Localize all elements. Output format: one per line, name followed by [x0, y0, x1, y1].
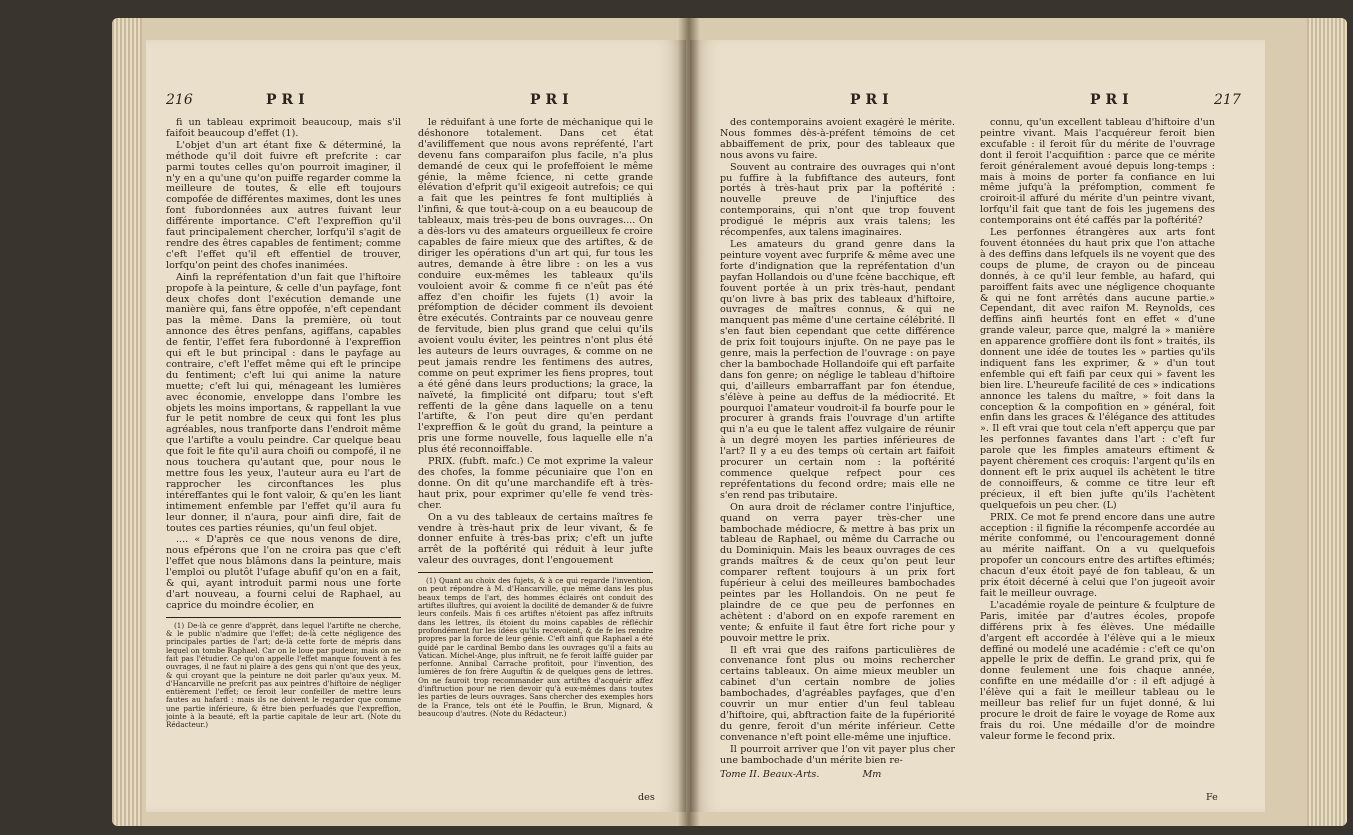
- footnote: [166, 622, 401, 730]
- paragraph: L'académie royale de peinture & fculpture de Paris, imitée par d'autres écoles, propofe différens prix à fes élèves. Une médaille d'argent eft accordée à l'élève qui a le mieux deffiné ou modelé une académie : c'eft ce qu'on appelle le prix de deffin. Le grand prix, qui fe donne feulement une fois chaque année, confifte en une médaille d'or : il eft adjugé à l'élève qui a fait le meilleur tableau ou le meilleur bas relief fur un fujet donné, & lui procure le droit de faire le voyage de Rome aux frais du roi. Une médaille d'or de moindre valeur forme le fecond prix.: [980, 599, 1215, 742]
- paragraph: le réduifant à une forte de méchanique qui le déshonore totalement. Dans cet état d'aviliffement que nous avons repréfenté, l'art devenu fans comparaifon plus facile, n'a plus demandé de ceux qui le profeffoient le même génie, la même fcience, ni cette grande élévation d'efprit qu'il exigeoit autrefois; ce qui a fait que les peintres fe font multipliés à l'infini, & que tout-à-coup on a eu beaucoup de tableaux, mais très-peu de bons ouvrages.... On a dès-lors vu des amateurs orgueilleux fe croire capables de faire mieux que des artiftes, & de diriger les opérations d'un art qui, fur tous les autres, demande à être libre : on les a vus conduire eux-mêmes les tableaux qu'ils vouloient avoir & comme fi ce n'eût pas été affez d'en choifir les fujets (1) avoir la préfomption de décider comment ils devoient être exécutés. Contraints par ce nouveau genre de fervitude, bien plus grand que celui qu'ils avoient voulu éviter, les peintres n'ont plus été les auteurs de leurs ouvrages, & comme on ne peut jamais rendre les fentimens des autres, comme on peut exprimer les fiens propres, tout a été gêné dans leurs productions; la grace, la naïveté, la fimplicité ont difparu; tout s'eft reffenti de la gêne dans laquelle on a tenu l'artifte, & l'on peut dire qu'en perdant l'expreffion & le goût du grand, la peinture a pris une forme nouvelle, fous laquelle elle n'a plus été reconnoiffable.: [418, 118, 653, 456]
- paragraph: PRIX. (fubft. mafc.) Ce mot exprime la valeur des chofes, la fomme pécuniaire que l'on en donne. On dit qu'une marchandife eft à très-haut prix, pour exprimer qu'elle fe vend très-cher.: [418, 456, 653, 511]
- text-column: [166, 118, 401, 808]
- paragraph: des contemporains avoient exagéré le mérite. Nous fommes dès-à-préfent témoins de cet abbaiffement de prix, pour des tableaux que nous avons vu faire.: [720, 118, 955, 161]
- footnote-text: (1) Quant au choix des fujets, & à ce qui regarde l'invention, on peut répondre à M. d'Hancarville, que même dans les plus beaux temps de l'art, des hommes éclairés ont conduit des artiftes illuftres, qui avoient la docilité de demander & de fuivre leurs confeils. Mais fi ces artiftes n'étoient pas affez inftruits dans les lettres, ils étoient du moins capables de réfléchir profondément fur les idées qu'ils recevoient, & de fe les rendre propres par la force de leur génie. C'eft ainfi que Raphael a été guidé par le cardinal Bembo dans les ouvrages qu'il a faits au Vatican. Michel-Ange, plus inftruit, ne fe feroit laiffé guider par perfonne. Annibal Carrache profitoit, pour l'invention, des lumières de fon frère Auguftin & de quelques gens de lettres. On ne fauroit trop recommander aux artiftes d'acquérir affez d'inftruction pour ne rien devoir qu'à eux-mêmes dans toutes les parties de leurs ouvrages. Sans chercher des exemples hors de la France, tels ont été le Pouffin, le Brun, Mignard, & beaucoup d'autres. (Note du Rédacteur.): [418, 576, 653, 718]
- page-number: 217: [1214, 92, 1241, 108]
- paragraph: Ainfi la repréfentation d'un fait que l'hiftoire propofe à la peinture, & celle d'un payfage, font deux chofes dont l'exécution demande une manière qui, fans être oppofée, n'eft cependant pas la même. Dans la première, où tout annonce des êtres penfans, agiffans, capables de fentir, l'effet fera fubordonné à l'expreffion qui eft le but principal : dans le payfage au contraire, c'eft l'effet même qui eft le principe du fentiment; c'eft lui qui anime la nature muette; c'eft lui qui, ménageant les lumières avec économie, enveloppe dans l'ombre les objets les moins importans, & rappellant la vue fur le petit nombre de ceux qui font les plus agréables, nous tranfporte dans l'endroit même que l'artifte a voulu peindre. Car quelque beau que foit le fite qu'il aura choifi ou compofé, il ne nous touchera qu'autant que, pour nous le mettre fous les yeux, l'auteur aura eu l'art de rapprocher les circonftances les plus intéreffantes qui le font valoir, & qu'en les liant intimement enfemble par l'effet qu'il aura fu leur donner, il n'aura, pour ainfi dire, fait de toutes ces parties réunies, qu'un feul objet.: [166, 271, 401, 534]
- signature-mark: Mm: [862, 769, 882, 781]
- paragraph: Il eft vrai que des raifons particulières de convenance font plus ou moins rechercher certains tableaux. On aime mieux meubler un cabinet d'un certain nombre de jolies bambochades, d'agréables payfages, que d'en couvrir un mur entier d'un feul tableau d'hiftoire, qui, abftraction faite de la fupériorité du genre, feroit d'un mérite inférieur. Cette convenance n'eft point elle-même une injuftice.: [720, 644, 955, 743]
- paragraph: Souvent au contraire des ouvrages qui n'ont pu fuffire à la fubfiftance des auteurs, font portés à très-haut prix par la poftérité : nouvelle preuve de l'injuftice des contemporains, qui n'ont que trop fouvent prodigué le mépris aux vrais talens; les récompenfes, aux talens imaginaires.: [720, 161, 955, 239]
- running-head: PRI: [850, 92, 894, 108]
- paragraph: .... « D'après ce que nous venons de dire, nous efpérons que l'on ne croira pas que c'eft l'effet que nous blâmons dans la peinture, mais l'emploi ou plutôt l'ufage abufif qu'on en a fait, & qui, ayant introduit parmi nous une forte d'art nouveau, a fourni celui de Raphael, au caprice du moindre écolier, en: [166, 534, 401, 611]
- book-gutter: [678, 18, 700, 826]
- left-page: [146, 40, 686, 812]
- text-column: [980, 118, 1215, 808]
- catchword: des: [638, 792, 655, 803]
- paragraph: fi un tableau exprimoit beaucoup, mais s'il faifoit beaucoup d'effet (1).: [166, 118, 401, 139]
- text-column: [418, 118, 653, 808]
- footnote-rule: [166, 617, 401, 618]
- page-edges-left: [112, 18, 142, 826]
- catchword: Fe: [1206, 792, 1218, 803]
- paragraph: connu, qu'un excellent tableau d'hiftoire d'un peintre vivant. Mais l'acquéreur feroit bien excufable : il feroit fûr du mérite de l'ouvrage dont il feroit l'acquifition : parce que ce mérite feroit généralement avoué depuis long-temps : mais à moins de porter fa confiance en lui même jufqu'à la préfomption, comment fe croiroit-il affuré du mérite d'un peintre vivant, lorfqu'il fait que tant de fois les jugemens des contemporains ont été caffés par la poftérité?: [980, 118, 1215, 227]
- paragraph: Les amateurs du grand genre dans la peinture voyent avec furprife & même avec une forte d'indignation que la repréfentation d'un payfan Hollandois ou d'une fcène bacchique, eft fouvent portée à un prix très-haut, pendant qu'on livre à bas prix des tableaux d'hiftoire, ouvrages de maîtres connus, & qui ne manquent pas même d'une certaine célébrité. Il s'en faut bien cependant que cette différence de prix foit toujours injufte. On ne paye pas le genre, mais la perfection de l'ouvrage : on paye cher la bambochade Hollandoife qui eft parfaite dans fon genre; on néglige le tableau d'hiftoire qui, d'ailleurs embarraffant par fon étendue, s'élève à peine au deffus de la médiocrité. Et pourquoi l'amateur voudroit-il fa bourfe pour le procurer à grands frais l'ouvrage d'un artifte qui n'a eu que le talent affez vulgaire de réunir à un degré moyen les parties inférieures de l'art? Il y a eu des temps où certain art faifoit procurer un certain nom : la poftérité commence quelque refpect pour ces repréfentations du fecond ordre; mais elle ne s'en rend pas tributaire.: [720, 238, 955, 501]
- paragraph: On a vu des tableaux de certains maîtres fe vendre à très-haut prix de leur vivant, & fe donner enfuite à très-bas prix; c'eft un jufte arrêt de la poftérité qui réduit à leur jufte valeur des ouvrages, dont l'engouement: [418, 511, 653, 567]
- open-book: [112, 18, 1347, 826]
- running-head: PRI: [530, 92, 574, 108]
- right-page: [690, 40, 1265, 812]
- footnote-text: (1) De-là ce genre d'apprêt, dans lequel l'artifte ne cherche, & le public n'admire que l'effet; de-là cette négligence des principales parties de l'art; de-là cette forte de mépris dans lequel on tombe Raphael. Car on le loue par pudeur, mais on ne fait pas l'étudier. Ce qu'on appelle l'effet manque fouvent à fes ouvrages, il ne faut ni plaire à des gens qui n'ont que des yeux, & qui croyant que la peinture ne doit parler qu'aux yeux. M. d'Hancarville ne prefcrit pas aux peintres d'hiftoire de négliger entièrement l'effet; ce feroit leur confeiller de mettre leurs fautes au hafard : mais ils ne doivent le regarder que comme une partie inférieure, & être bien perfuadés que l'expreffion, jointe à la beauté, eft la partie capitale de leur art. (Note du Rédacteur.): [166, 620, 401, 730]
- paragraph: L'objet d'un art étant fixe & déterminé, la méthode qu'il doit fuivre eft prefcrite : car parmi toutes celles qu'on pourroit imaginer, il n'y en a qu'une qu'on puiffe regarder comme la meilleure de toutes, & elle eft toujours compofée de différentes maximes, dont les unes font fubordonnées aux autres fuivant leur différente importance. C'eft l'expreffion qu'il faut principalement chercher, lorfqu'il s'agit de rendre des êtres capables de fentiment; comme c'eft l'effet qu'il eft effentiel de trouver, lorfqu'on peint des chofes inanimées.: [166, 139, 401, 271]
- page-number: 216: [166, 92, 193, 108]
- paragraph: Les perfonnes étrangères aux arts font fouvent étonnées du haut prix que l'on attache à des deffins dans lefquels ils ne voyent que des coups de plume, de crayon ou de pinceau donnés, à ce qu'il leur femble, au hafard, qui paroiffent faits avec une négligence choquante & qui ne font arrêtés dans aucune partie.» Cependant, dit avec raifon M. Reynolds, ces deffins ainfi heurtés font en effet « d'une grande valeur, parce que, malgré la » manière en apparence groffière dont ils font » traités, ils donnent une idée de toutes les » parties qu'ils indiquent fans les exprimer, & » d'un tout enfemble qui eft faifi par ceux qui » favent les bien lire. L'heureufe facilité de ces » indications annonce les talens du maître, » foit dans la conception & la compofition en » général, foit enfin dans les graces & l'élégance des attitudes ». Il eft vrai que tout cela n'eft apperçu que par les perfonnes favantes dans l'art : c'eft fur parole que les fimples amateurs eftiment & payent chèrement ces croquis: l'argent qu'ils en donnent eft le prix auquel ils achètent le titre de connoiffeurs, & comme ce titre leur eft précieux, il eft bien jufte qu'ils l'achètent quelquefois un peu cher. (L): [980, 227, 1215, 511]
- volume-footer: [720, 770, 955, 781]
- running-head: PRI: [266, 92, 310, 108]
- volume-title: Tome II. Beaux-Arts.: [720, 769, 820, 781]
- running-head: PRI: [1090, 92, 1134, 108]
- footnote-rule: [418, 572, 653, 573]
- paragraph: Il pourroit arriver que l'on vit payer plus cher une bambochade d'un mérite bien re-: [720, 743, 955, 766]
- footnote: [418, 577, 653, 718]
- text-column: [720, 118, 955, 808]
- paragraph: PRIX. Ce mot fe prend encore dans une autre acception : il fignifie la récompenfe accordée au mérite confommé, ou l'encouragement donné au mérite naiffant. On a vu quelquefois propofer un concours entre des artiftes eftimés; chacun d'eux étoit payé de fon tableau, & un prix étoit décerné à celui que l'on jugeoit avoir fait le meilleur ouvrage.: [980, 511, 1215, 599]
- paragraph: On aura droit de réclamer contre l'injuftice, quand on verra payer très-cher une bambochade médiocre, & mettre à bas prix un tableau de Raphael, ou même du Carrache ou du Dominiquin. Mais les beaux ouvrages de ces grands maîtres & de ceux qu'on peut leur comparer reftent toujours à un prix fort fupérieur à celui des meilleures bambochades peintes par les Hollandois. On ne peut fe plaindre de ce que peu de perfonnes en achètent : d'abord on en expofe rarement en vente; & enfuite il faut être fort riche pour y pouvoir mettre le prix.: [720, 501, 955, 644]
- page-edges-right: [1307, 18, 1347, 826]
